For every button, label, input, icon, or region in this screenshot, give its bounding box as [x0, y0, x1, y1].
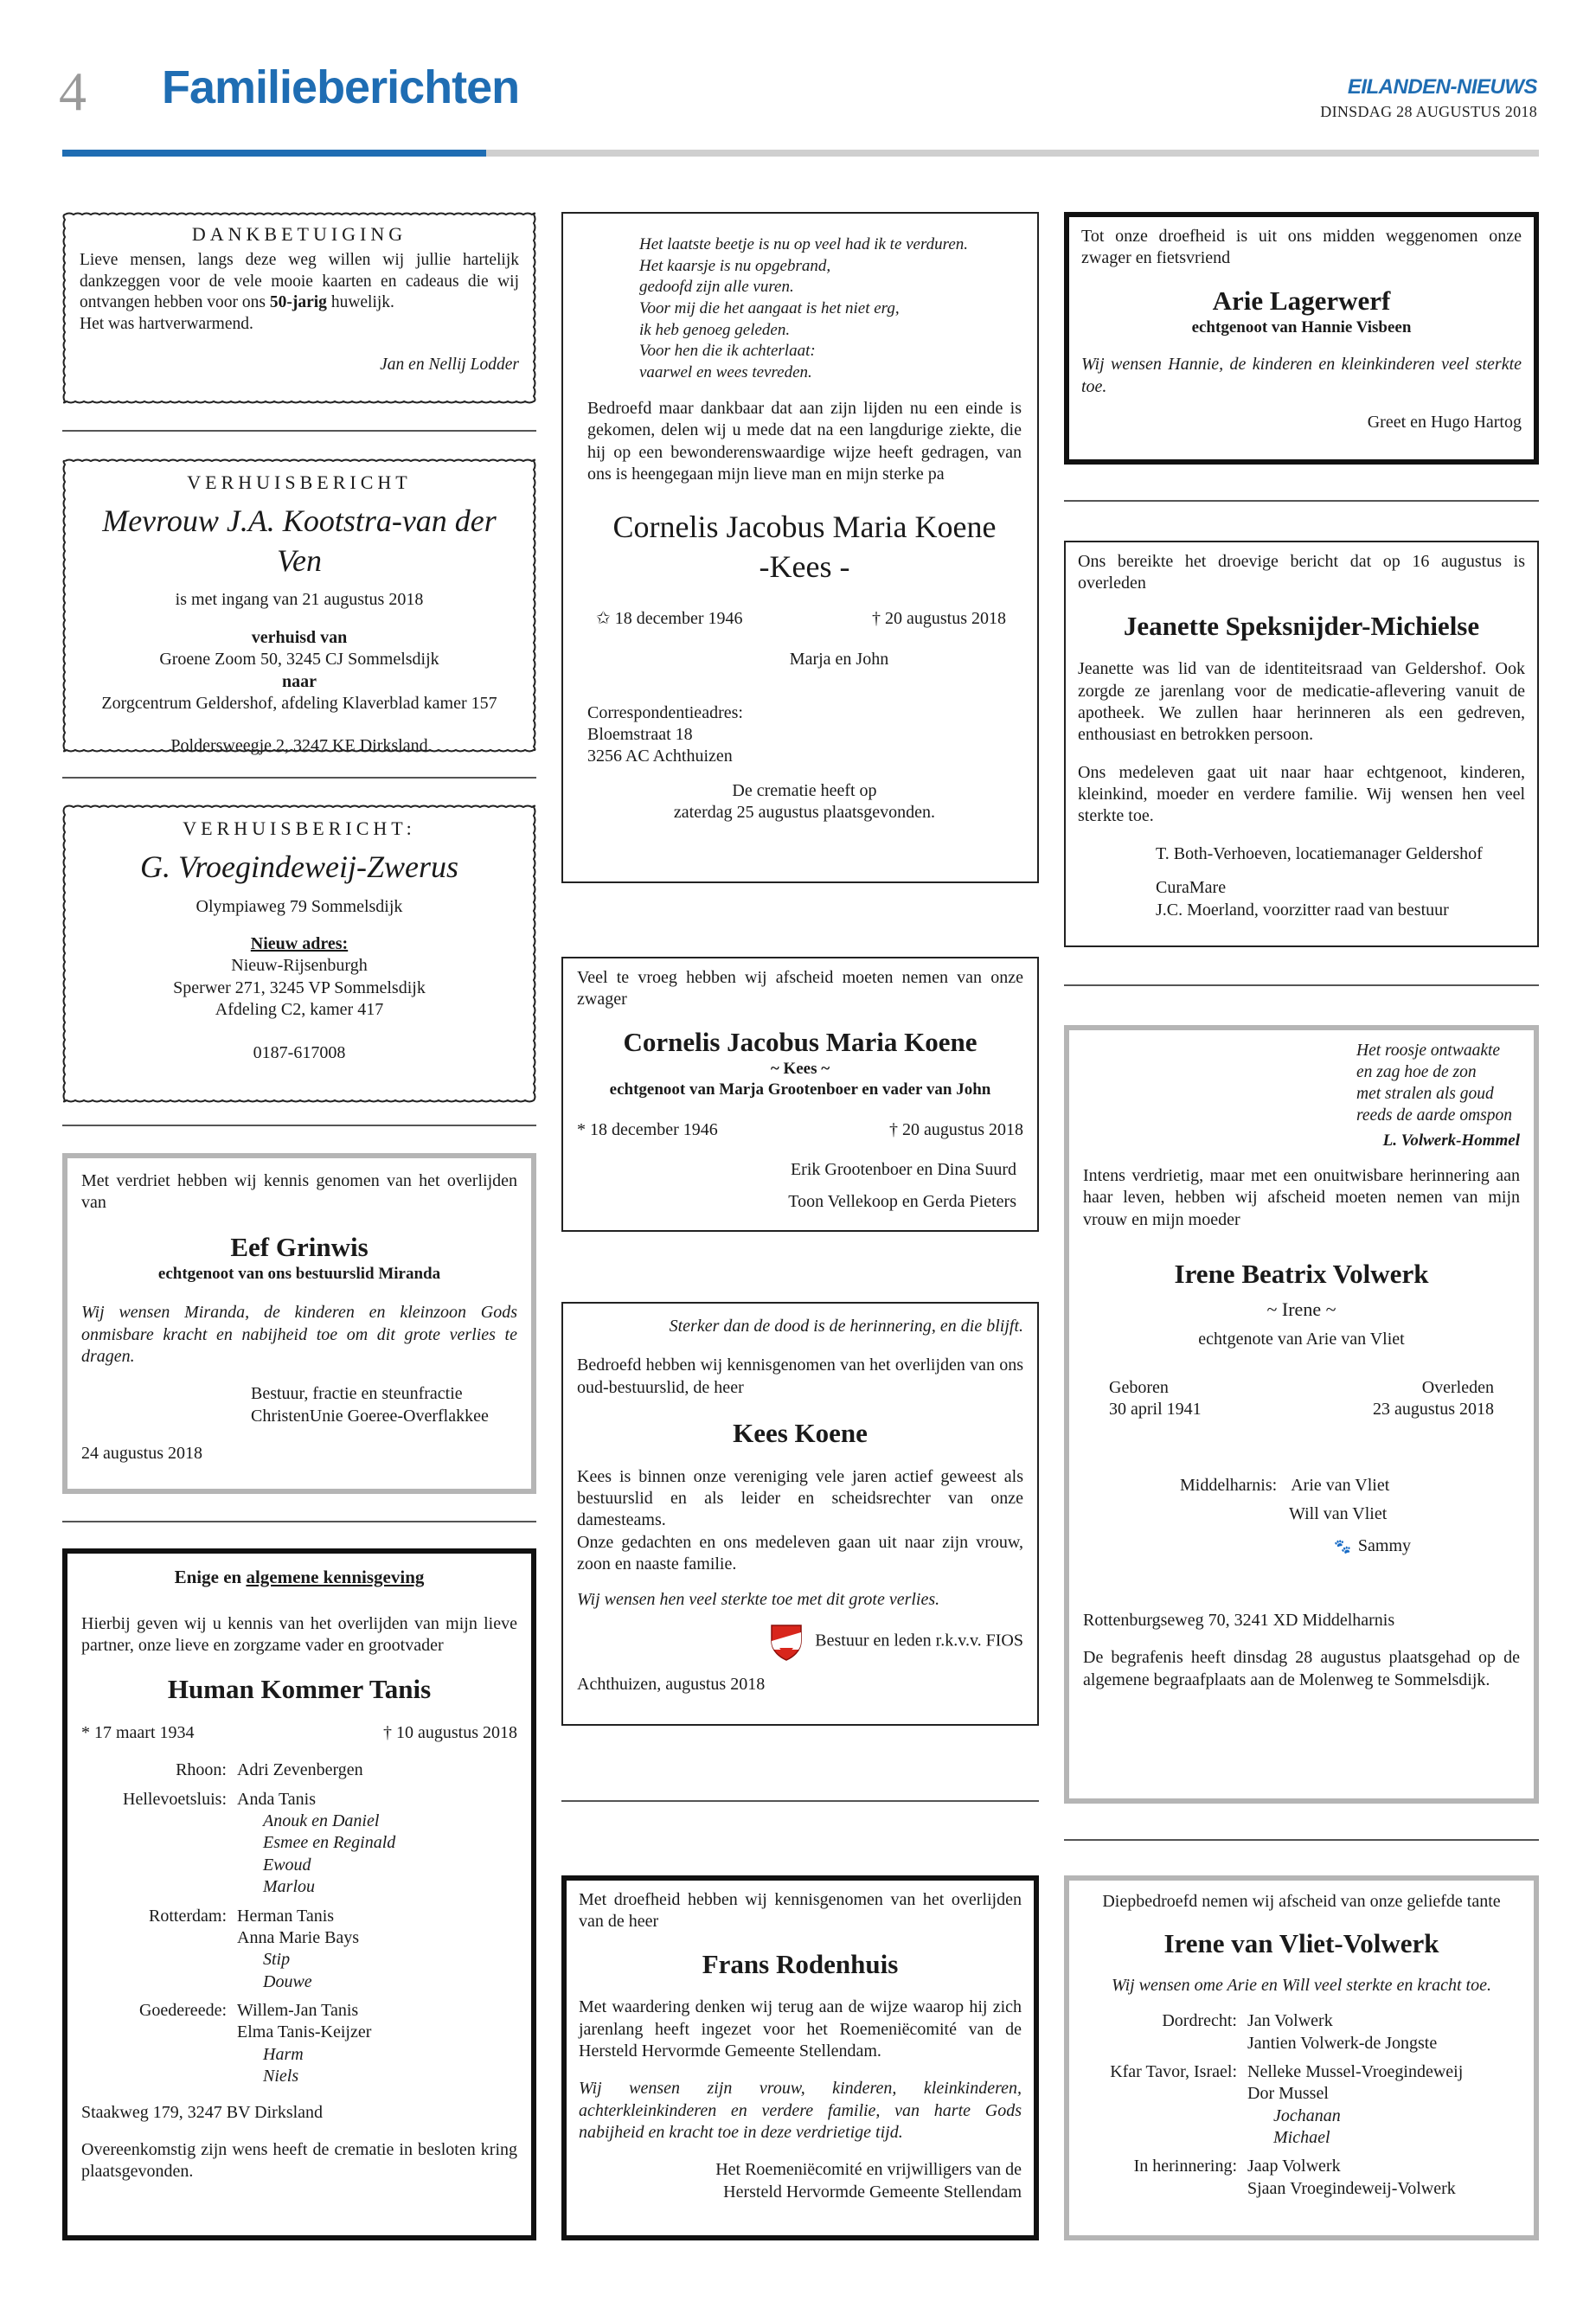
paw-icon: 🐾 — [1334, 1540, 1351, 1555]
ad-nickname: -Kees - — [759, 549, 850, 585]
family-grandchild: Marlou — [263, 1877, 315, 1897]
ad-body-line: Het was hartverwarmend. — [80, 315, 253, 334]
family-member: Nelleke Mussel-Vroegindeweij — [1247, 2061, 1464, 2081]
family-member: Jantien Volwerk-de Jongste — [1247, 2033, 1438, 2053]
ad-line: Nieuw-Rijsenburgh — [231, 956, 368, 976]
ad-name: Kees Koene — [733, 1418, 868, 1449]
ad-address: Staakweg 179, 3247 BV Dirksland — [81, 2102, 324, 2122]
separator — [62, 1521, 536, 1522]
ad-intro: Tot onze droefheid is uit ons midden weggenomen onze zwager en fietsvriend — [1081, 227, 1522, 268]
family-member: Elma Tanis-Keijzer — [237, 2022, 372, 2042]
poem-line: en zag hoe de zon — [1356, 1062, 1477, 1081]
ad-subtitle: echtgenoot van Marja Grootenboer en vader van John — [609, 1080, 991, 1099]
ad-heading: VERHUISBERICHT — [187, 471, 412, 493]
ad-label: verhuisd van — [251, 627, 348, 647]
ad-heading: Enige en algemene kennisgeving — [174, 1567, 425, 1587]
family-grandchild: Anouk en Daniel — [263, 1811, 380, 1830]
ad-text: Ons medeleven gaat uit naar haar echtgenoot, kinderen, kleinkind, moeder en verdere familie. Wij wensen hen veel sterkte toe. — [1078, 762, 1525, 826]
poem-line: met stralen als goud — [1356, 1084, 1494, 1103]
ad-poem — [1083, 1041, 1520, 1127]
poem-line: Het roosje ontwaakte — [1356, 1042, 1501, 1060]
ad-wish: Wij wensen zijn vrouw, kinderen, kleinkinderen, achterkleinkinderen en verdere familie, van harte Gods nabijheid en kracht toe in deze verdrietige tijd. — [579, 2079, 1022, 2143]
family-group — [81, 1759, 517, 1781]
family-group — [81, 1906, 517, 1994]
club-logo-icon — [766, 1622, 806, 1662]
ad-intro: Met droefheid hebben wij kennisgenomen van het overlijden van de heer — [579, 1890, 1022, 1932]
ad-text: Met waardering denken wij terug aan de wijze waarop hij zich jarenlang heeft ingezet voor het Roemeniëcomité van de Hersteld Hervormde Gemeente Stellendam. — [579, 1997, 1022, 2061]
ad-address: Rottenburgseweg 70, 3241 XD Middelharnis — [1083, 1610, 1395, 1630]
ad-intro: Met verdriet hebben wij kennis genomen van het overlijden van — [81, 1171, 517, 1213]
ad-verhuisbericht-vroegindeweij — [62, 804, 536, 1103]
wavy-border — [62, 804, 536, 1103]
ad-rodenhuis — [561, 1875, 1039, 2240]
ad-name: G. Vroegindeweij-Zwerus — [140, 849, 458, 884]
ad-subtitle: echtgenote van Arie van Vliet — [1198, 1330, 1405, 1349]
ad-dates: * 18 december 1946 † 20 augustus 2018 — [577, 1120, 1023, 1140]
page-number: 4 — [59, 61, 87, 122]
poem-line: Het kaarsje is nu opgebrand, — [639, 256, 831, 275]
ad-line: Olympiaweg 79 Sommelsdijk — [195, 896, 403, 916]
ad-volwerk — [1064, 1025, 1539, 1804]
ad-signature: Erik Grootenboer en Dina Suurd Toon Vellekoop en Gerda Pieters — [788, 1159, 1016, 1212]
ad-line: Zorgcentrum Geldershof, afdeling Klaverblad kamer 157 — [101, 693, 497, 713]
ad-signature: Het Roemeniëcomité en vrijwilligers van de Hersteld Hervormde Gemeente Stellendam — [715, 2160, 1022, 2202]
ad-name: Cornelis Jacobus Maria Koene — [612, 510, 997, 545]
poem-line: vaarwel en wees tevreden. — [639, 363, 812, 382]
poem-line: Voor mij die het aangaat is het niet erg, — [639, 299, 900, 318]
ad-speksnijder — [1064, 541, 1539, 947]
ad-wish: Wij wensen Miranda, de kinderen en kleinzoon Gods onmisbare kracht en nabijheid toe om dit grote verlies te dragen. — [81, 1303, 517, 1367]
separator — [561, 1800, 1039, 1802]
ad-line: is met ingang van 21 augustus 2018 — [175, 590, 424, 610]
poem-line: ik heb genoeg geleden. — [639, 320, 791, 339]
family-grandchild: Douwe — [263, 1971, 312, 1991]
ad-name: Jeanette Speksnijder-Michielse — [1123, 610, 1480, 641]
ad-subtitle: echtgenoot van Hannie Visbeen — [1191, 318, 1412, 337]
ad-closing: De begrafenis heeft dinsdag 28 augustus plaatsgehad op de algemene begraafplaats aan de Molenweg te Sommelsdijk. — [1083, 1648, 1520, 1689]
poem-line: Voor hen die ik achterlaat: — [639, 342, 816, 361]
separator — [1064, 984, 1539, 986]
ad-name: Human Kommer Tanis — [167, 1674, 432, 1705]
family-group — [1083, 2061, 1520, 2150]
ad-heading: DANKBETUIGING — [191, 223, 407, 245]
ad-grinwis — [62, 1153, 536, 1494]
ad-signature: Marja en John — [789, 650, 889, 670]
family-member: Adri Zevenbergen — [237, 1760, 363, 1780]
ad-date: 24 augustus 2018 — [81, 1444, 202, 1464]
ad-poet: L. Volwerk-Hommel — [1382, 1131, 1520, 1150]
ad-text: Kees is binnen onze vereniging vele jaren actief geweest als bestuurslid en als leider en scheidsrechter van onze damesteams. — [577, 1466, 1023, 1530]
ad-name: Eef Grinwis — [230, 1231, 369, 1262]
family-group — [1083, 2156, 1520, 2200]
ad-name: Mevrouw J.A. Kootstra-van der Ven — [102, 503, 497, 578]
ad-dates: Geboren 30 april 1941 Overleden 23 augustus 2018 — [1109, 1377, 1494, 1420]
poem-line: reeds de aarde omspon — [1356, 1106, 1512, 1125]
poem-line: gedoofd zijn alle vuren. — [639, 278, 794, 297]
family-list — [81, 1759, 517, 2087]
ad-signature: Bestuur en leden r.k.v.v. FIOS — [577, 1622, 1023, 1662]
family-grandchild: Jochanan — [1273, 2106, 1341, 2125]
ad-koene-zwager — [561, 957, 1039, 1232]
ad-text: Jeanette was lid van de identiteitsraad van Geldershof. Ook zorgde ze jarenlang voor de medicatie-aflevering vanuit de apotheek. We zullen haar herinneren als een gedreven, enthousiast en betrokken persoon. — [1078, 659, 1525, 745]
family-place: Hellevoetsluis: — [123, 1789, 227, 1809]
ad-heading: VERHUISBERICHT: — [183, 817, 416, 839]
ad-lagerwerf — [1064, 212, 1539, 465]
family-member: Anna Marie Bays — [237, 1927, 360, 1947]
ad-body: Lieve mensen, langs deze weg willen wij jullie hartelijk dankzeggen voor de vele mooie kaarten en cadeaus die wij ontvangen hebben voor ons 50-jarig huwelijk. — [80, 250, 519, 312]
separator — [62, 1125, 536, 1126]
ad-name: Arie Lagerwerf — [1212, 285, 1391, 316]
ad-name: Irene van Vliet-Volwerk — [1163, 1928, 1439, 1959]
ad-dankbetuiging — [62, 212, 536, 404]
separator — [62, 777, 536, 779]
ad-signature: Bestuur, fractie en steunfractie ChristenUnie Goeree-Overflakkee — [251, 1384, 489, 1426]
ad-poem — [587, 234, 1022, 384]
ad-label: naar — [282, 671, 317, 691]
family-list: Middelharnis: Arie van Vliet Will van Vliet 🐾 Sammy — [1180, 1475, 1412, 1556]
ad-nickname: ~ Irene ~ — [1266, 1298, 1336, 1321]
newspaper-logo: EILANDEN-NIEUWS — [1347, 75, 1537, 99]
family-member: Jaap Volwerk — [1247, 2157, 1341, 2176]
ad-correspondence: Correspondentieadres: Bloemstraat 18 3256 AC Achthuizen — [587, 702, 743, 766]
family-grandchild: Harm — [263, 2044, 304, 2064]
ad-dates: * 17 maart 1934 † 10 augustus 2018 — [81, 1722, 517, 1742]
ad-name: Cornelis Jacobus Maria Koene — [623, 1026, 977, 1057]
ad-intro: Bedroefd hebben wij kennisgenomen van het overlijden van ons oud-bestuurslid, de heer — [577, 1356, 1023, 1397]
family-place: Dordrecht: — [1162, 2011, 1237, 2031]
separator — [1064, 1839, 1539, 1841]
family-member: Willem-Jan Tanis — [237, 2001, 359, 2021]
ad-verhuisbericht-kootstra — [62, 458, 536, 756]
ad-line: Sperwer 271, 3245 VP Sommelsdijk — [173, 977, 426, 997]
ad-intro: Bedroefd maar dankbaar dat aan zijn lijden nu een einde is gekomen, delen wij u mede dat na een langdurige ziekte, die hij op een bewonderenswaardige wijze heeft gedragen, van ons is heengegaan mijn lieve man en mijn sterke pa — [587, 398, 1022, 484]
family-member: Herman Tanis — [237, 1906, 335, 1926]
family-grandchild: Niels — [263, 2067, 299, 2086]
ad-name: Frans Rodenhuis — [702, 1948, 899, 1979]
family-group — [81, 2000, 517, 2088]
ad-label: Nieuw adres: — [250, 934, 349, 954]
ad-wish: Wij wensen Hannie, de kinderen en kleinkinderen veel sterkte toe. — [1081, 355, 1522, 396]
ad-intro: Intens verdrietig, maar met een onuitwisbare herinnering aan haar leven, hebben wij afscheid moeten nemen van mijn vrouw en mijn moeder — [1083, 1165, 1520, 1229]
family-group — [81, 1789, 517, 1899]
poem-line: Het laatste beetje is nu op veel had ik te verduren. — [639, 235, 969, 253]
ad-nickname: ~ Kees ~ — [770, 1060, 830, 1079]
ad-koene-fios — [561, 1302, 1039, 1726]
family-grandchild: Ewoud — [263, 1855, 311, 1875]
family-grandchild: Michael — [1273, 2128, 1330, 2148]
ad-signature: Greet en Hugo Hartog — [1367, 413, 1522, 433]
family-member: Sjaan Vroegindeweij-Volwerk — [1247, 2178, 1456, 2198]
family-member: Jan Volwerk — [1247, 2011, 1333, 2031]
family-place: Rhoon: — [176, 1760, 227, 1780]
ad-intro: Veel te vroeg hebben wij afscheid moeten nemen van onze zwager — [577, 968, 1023, 1009]
ad-intro: Ons bereikte het droevige bericht dat op 16 augustus is overleden — [1078, 552, 1525, 593]
wavy-border — [62, 212, 536, 404]
family-place: Rotterdam: — [149, 1906, 227, 1926]
ad-dates: ✩ 18 december 1946 † 20 augustus 2018 — [596, 608, 1006, 628]
family-grandchild: Stip — [263, 1950, 291, 1970]
ad-line: Groene Zoom 50, 3245 CJ Sommelsdijk — [159, 650, 439, 670]
separator — [62, 430, 536, 432]
separator — [1064, 500, 1539, 502]
wavy-border — [62, 458, 536, 753]
family-place: Kfar Tavor, Israel: — [1110, 2061, 1237, 2081]
ad-wish: Wij wensen hen veel sterkte toe met dit grote verlies. — [577, 1590, 940, 1610]
family-group — [1083, 2010, 1520, 2054]
ad-koene-main — [561, 212, 1039, 883]
issue-date: DINSDAG 28 AUGUSTUS 2018 — [1320, 103, 1537, 120]
family-place: In herinnering: — [1133, 2157, 1237, 2176]
ad-tanis — [62, 1548, 536, 2240]
family-grandchild: Esmee en Reginald — [263, 1833, 396, 1853]
ad-motto: Sterker dan de dood is de herinnering, en die blijft. — [669, 1317, 1023, 1336]
ad-place-date: Achthuizen, augustus 2018 — [577, 1674, 766, 1694]
ad-signature: T. Both-Verhoeven, locatiemanager Geldershof CuraMare J.C. Moerland, voorzitter raad van bestuur — [1156, 843, 1483, 920]
ad-line: Afdeling C2, kamer 417 — [215, 1000, 384, 1020]
ad-name: Irene Beatrix Volwerk — [1174, 1259, 1429, 1290]
ad-address: Poldersweegje 2, 3247 KE Dirksland — [170, 736, 428, 756]
ad-wish: Wij wensen ome Arie en Will veel sterkte en kracht toe. — [1112, 1975, 1491, 1995]
family-list — [1083, 2010, 1520, 2200]
ad-intro: Hierbij geven wij u kennis van het overlijden van mijn lieve partner, onze lieve en zorgzame vader en grootvader — [81, 1613, 517, 1656]
ad-subtitle: echtgenoot van ons bestuurslid Miranda — [157, 1265, 441, 1284]
family-place: Goedereede: — [138, 2001, 227, 2021]
header-rule-accent — [62, 150, 486, 157]
ad-intro: Diepbedroefd nemen wij afscheid van onze geliefde tante — [1102, 1892, 1501, 1911]
ad-signature: Jan en Nellij Lodder — [380, 355, 519, 374]
ad-vanvliet — [1064, 1875, 1539, 2240]
ad-text: Onze gedachten en ons medeleven gaan uit naar zijn vrouw, zoon en naaste familie. — [577, 1532, 1023, 1574]
ad-phone: 0187-617008 — [253, 1042, 346, 1062]
ad-closing: De crematie heeft op zaterdag 25 augustus plaatsgevonden. — [673, 780, 936, 823]
family-member: Anda Tanis — [237, 1789, 316, 1809]
section-title: Familieberichten — [162, 61, 520, 113]
family-member: Dor Mussel — [1247, 2084, 1329, 2104]
ad-closing: Overeenkomstig zijn wens heeft de crematie in besloten kring plaatsgevonden. — [81, 2140, 517, 2182]
